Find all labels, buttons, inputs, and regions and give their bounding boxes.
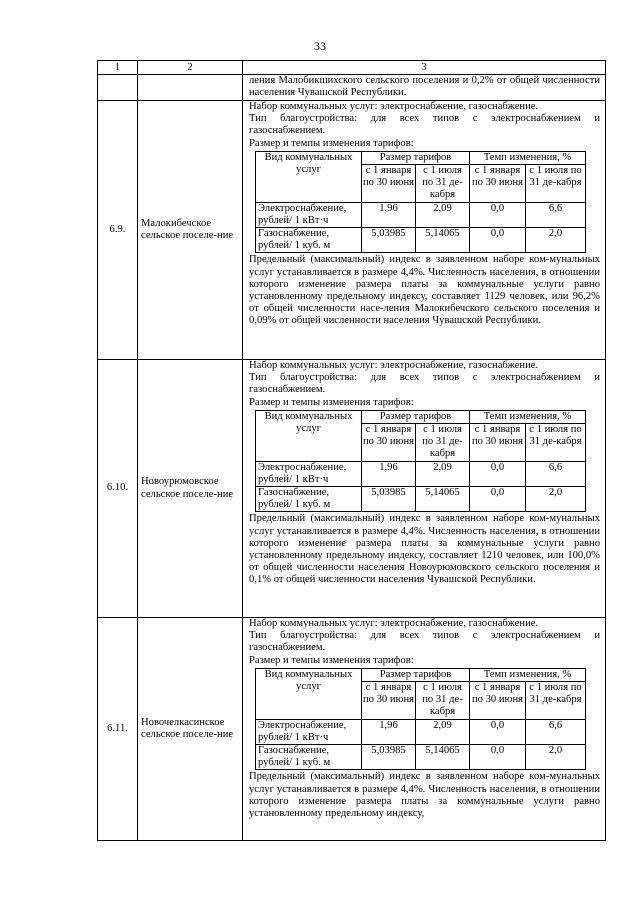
gas-r1: 0,0 xyxy=(470,745,526,770)
tariff-col-rate: Темп изменения, % xyxy=(470,151,586,164)
tariff-col-service: Вид коммунальных услуг xyxy=(256,668,362,719)
tariff-col-service: Вид коммунальных услуг xyxy=(256,151,362,202)
rate-sub-jan: с 1 января по 30 июня xyxy=(470,165,526,203)
improvement-text: Тип благоустройства: для всех типов с электроснабжением и газоснабжением. xyxy=(249,113,600,137)
index-text: Предельный (максимальный) индекс в заявленном наборе ком-мунальных услуг устанавливается в размере 4,4%. Численность населения, в отношении которого изменение размера платы за коммунальные услуги равно установленному предельному индексу, составляет 1210 человек, или 100,0% от общей численности населения Новоурюмовского сельского поселения и 0,1% от общей численности населения Чувашской Республики. xyxy=(249,513,600,586)
table-row xyxy=(98,618,606,841)
electricity-v2: 2,09 xyxy=(416,202,470,227)
gas-label: Газоснабжение, рублей/ 1 куб. м xyxy=(256,487,362,512)
settlement-name: Новоурюмовское сельское поселе-ние xyxy=(138,360,243,618)
electricity-v1: 1,96 xyxy=(362,719,416,744)
row-number: 6.11. xyxy=(98,618,138,841)
tariff-col-size: Размер тарифов xyxy=(362,410,470,423)
electricity-row xyxy=(256,719,586,744)
rate-sub-jul: с 1 июля по 31 де-кабря xyxy=(526,165,586,203)
electricity-v2: 2,09 xyxy=(416,719,470,744)
electricity-v2: 2,09 xyxy=(416,461,470,486)
tariffs-title: Размер и темпы изменения тарифов: xyxy=(249,654,414,666)
tariff-table xyxy=(255,151,586,254)
gas-v1: 5,03985 xyxy=(362,745,416,770)
header-col-3: 3 xyxy=(243,61,606,75)
row-number: 6.10. xyxy=(98,360,138,618)
continuation-row xyxy=(98,75,606,101)
improvement-text: Тип благоустройства: для всех типов с электроснабжением и газоснабжением. xyxy=(249,372,600,396)
page-number: 33 xyxy=(314,39,326,53)
gas-r2: 2,0 xyxy=(526,228,586,253)
electricity-label: Электроснабжение, рублей/ 1 кВт·ч xyxy=(256,202,362,227)
settlements-table xyxy=(97,60,606,841)
tariffs-title: Размер и темпы изменения тарифов: xyxy=(249,137,414,149)
electricity-label: Электроснабжение, рублей/ 1 кВт·ч xyxy=(256,461,362,486)
gas-row xyxy=(256,745,586,770)
settlement-name: Новочелкасинское сельское поселе-ние xyxy=(138,618,243,841)
gas-v2: 5,14065 xyxy=(416,228,470,253)
top-continuation-text: ления Малобикшихского сельского поселения и 0,2% от общей численности населения Чувашской Республики. xyxy=(249,75,600,99)
rate-sub-jul: с 1 июля по 31 де-кабря xyxy=(526,424,586,462)
gas-label: Газоснабжение, рублей/ 1 куб. м xyxy=(256,228,362,253)
electricity-row xyxy=(256,461,586,486)
services-text: Набор коммунальных услуг: электроснабжение, газоснабжение. xyxy=(249,360,539,371)
rate-sub-jul: с 1 июля по 31 де-кабря xyxy=(526,682,586,720)
gas-r2: 2,0 xyxy=(526,487,586,512)
header-col-2: 2 xyxy=(138,61,243,75)
electricity-r1: 0,0 xyxy=(470,461,526,486)
gas-v2: 5,14065 xyxy=(416,745,470,770)
gas-row xyxy=(256,228,586,253)
electricity-v1: 1,96 xyxy=(362,202,416,227)
tariff-sub-jan: с 1 января по 30 июня xyxy=(362,165,416,203)
gas-label: Газоснабжение, рублей/ 1 куб. м xyxy=(256,745,362,770)
tariff-col-size: Размер тарифов xyxy=(362,668,470,681)
tariff-sub-jul: с 1 июля по 31 де-кабря xyxy=(416,424,470,462)
gas-r2: 2,0 xyxy=(526,745,586,770)
table-row xyxy=(98,360,606,618)
electricity-v1: 1,96 xyxy=(362,461,416,486)
electricity-r2: 6,6 xyxy=(526,202,586,227)
tariff-table xyxy=(255,410,586,513)
electricity-r1: 0,0 xyxy=(470,202,526,227)
gas-v2: 5,14065 xyxy=(416,487,470,512)
header-row xyxy=(98,61,606,75)
services-text: Набор коммунальных услуг: электроснабжение, газоснабжение. xyxy=(249,618,539,629)
gas-v1: 5,03985 xyxy=(362,228,416,253)
rate-sub-jan: с 1 января по 30 июня xyxy=(470,682,526,720)
rate-sub-jan: с 1 января по 30 июня xyxy=(470,424,526,462)
header-col-1: 1 xyxy=(98,61,138,75)
services-text: Набор коммунальных услуг: электроснабжение, газоснабжение. xyxy=(249,101,539,112)
index-text: Предельный (максимальный) индекс в заявленном наборе ком-мунальных услуг устанавливается в размере 4,4%. Численность населения, в отношении которого изменение размера платы за коммунальные услуги равно установленному предельному индексу, составляет 1129 человек, или 96,2% от общей численности насе-ления Малокибечского сельского поселения и 0,09% от общей численности населения Чувашской Республики. xyxy=(249,254,600,327)
tariff-col-rate: Темп изменения, % xyxy=(470,668,586,681)
tariffs-title: Размер и темпы изменения тарифов: xyxy=(249,396,414,408)
electricity-r2: 6,6 xyxy=(526,719,586,744)
tariff-col-rate: Темп изменения, % xyxy=(470,410,586,423)
settlement-name: Малокибечское сельское поселе-ние xyxy=(138,101,243,360)
index-text: Предельный (максимальный) индекс в заявленном наборе ком-мунальных услуг устанавливается в размере 4,4%. Численность населения, в отношении которого изменение размера платы за коммунальные услуги равно установленному предельному индексу, xyxy=(249,771,600,820)
tariff-col-size: Размер тарифов xyxy=(362,151,470,164)
gas-r1: 0,0 xyxy=(470,228,526,253)
gas-r1: 0,0 xyxy=(470,487,526,512)
tariff-sub-jan: с 1 января по 30 июня xyxy=(362,682,416,720)
tariff-col-service: Вид коммунальных услуг xyxy=(256,410,362,461)
gas-v1: 5,03985 xyxy=(362,487,416,512)
improvement-text: Тип благоустройства: для всех типов с электроснабжением и газоснабжением. xyxy=(249,630,600,654)
tariff-sub-jul: с 1 июля по 31 де-кабря xyxy=(416,682,470,720)
row-number: 6.9. xyxy=(98,101,138,360)
tariff-sub-jul: с 1 июля по 31 де-кабря xyxy=(416,165,470,203)
tariff-sub-jan: с 1 января по 30 июня xyxy=(362,424,416,462)
electricity-label: Электроснабжение, рублей/ 1 кВт·ч xyxy=(256,719,362,744)
tariff-table xyxy=(255,668,586,771)
electricity-r2: 6,6 xyxy=(526,461,586,486)
gas-row xyxy=(256,487,586,512)
table-row xyxy=(98,101,606,360)
electricity-row xyxy=(256,202,586,227)
electricity-r1: 0,0 xyxy=(470,719,526,744)
